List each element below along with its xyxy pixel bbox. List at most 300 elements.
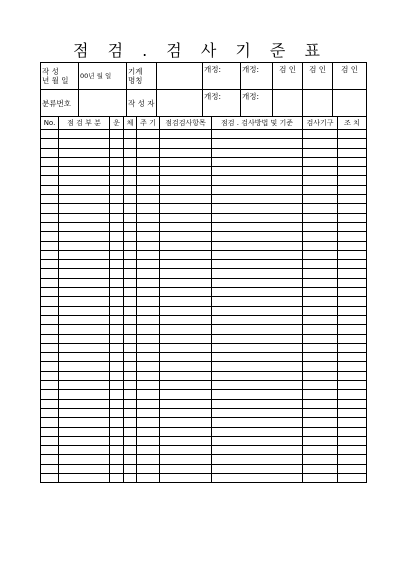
table-cell[interactable] [212,139,303,148]
table-cell[interactable] [124,436,137,445]
machine-name-value[interactable] [157,63,203,90]
table-cell[interactable] [41,353,59,362]
table-cell[interactable] [124,241,137,250]
table-cell[interactable] [160,250,212,259]
table-cell[interactable] [41,204,59,213]
table-cell[interactable] [124,297,137,306]
table-cell[interactable] [303,232,338,241]
table-cell[interactable] [212,148,303,157]
table-cell[interactable] [160,232,212,241]
table-cell[interactable] [124,464,137,473]
table-cell[interactable] [110,306,124,315]
table-cell[interactable] [124,343,137,352]
table-cell[interactable] [160,343,212,352]
table-cell[interactable] [110,167,124,176]
table-cell[interactable] [212,418,303,427]
table-cell[interactable] [59,157,110,166]
table-cell[interactable] [303,250,338,259]
class-number-value[interactable] [79,90,127,117]
table-cell[interactable] [110,130,124,139]
table-cell[interactable] [160,353,212,362]
table-cell[interactable] [41,464,59,473]
table-cell[interactable] [110,408,124,417]
table-cell[interactable] [124,278,137,287]
table-cell[interactable] [124,362,137,371]
table-cell[interactable] [41,241,59,250]
table-cell[interactable] [303,176,338,185]
table-cell[interactable] [137,139,160,148]
table-cell[interactable] [137,130,160,139]
table-cell[interactable] [303,436,338,445]
table-cell[interactable] [110,232,124,241]
table-cell[interactable] [110,446,124,455]
table-cell[interactable] [212,343,303,352]
table-cell[interactable] [212,381,303,390]
table-cell[interactable] [59,418,110,427]
table-cell[interactable] [124,250,137,259]
table-cell[interactable] [303,204,338,213]
table-cell[interactable] [124,176,137,185]
table-cell[interactable] [160,408,212,417]
table-cell[interactable] [137,427,160,436]
table-cell[interactable] [59,306,110,315]
table-cell[interactable] [160,362,212,371]
table-cell[interactable] [110,381,124,390]
table-cell[interactable] [338,427,367,436]
table-cell[interactable] [41,167,59,176]
table-cell[interactable] [160,148,212,157]
table-cell[interactable] [110,436,124,445]
table-cell[interactable] [137,446,160,455]
table-cell[interactable] [41,455,59,464]
table-cell[interactable] [110,222,124,231]
table-cell[interactable] [160,418,212,427]
table-cell[interactable] [160,325,212,334]
table-cell[interactable] [212,427,303,436]
table-cell[interactable] [41,343,59,352]
table-cell[interactable] [137,371,160,380]
table-cell[interactable] [212,241,303,250]
approval-1-sign[interactable] [273,90,303,117]
table-cell[interactable] [41,436,59,445]
revision-2[interactable]: 개정: [241,63,273,90]
table-cell[interactable] [124,204,137,213]
table-cell[interactable] [137,195,160,204]
table-cell[interactable] [303,381,338,390]
table-cell[interactable] [212,390,303,399]
table-cell[interactable] [160,427,212,436]
table-cell[interactable] [160,278,212,287]
table-cell[interactable] [338,446,367,455]
table-cell[interactable] [212,213,303,222]
table-cell[interactable] [212,399,303,408]
table-cell[interactable] [338,306,367,315]
table-cell[interactable] [160,473,212,482]
table-cell[interactable] [41,260,59,269]
table-cell[interactable] [59,241,110,250]
table-cell[interactable] [338,250,367,259]
table-cell[interactable] [41,362,59,371]
table-cell[interactable] [303,185,338,194]
table-cell[interactable] [137,353,160,362]
table-cell[interactable] [110,427,124,436]
table-cell[interactable] [303,222,338,231]
table-cell[interactable] [59,204,110,213]
table-cell[interactable] [41,139,59,148]
table-cell[interactable] [212,334,303,343]
table-cell[interactable] [338,204,367,213]
table-cell[interactable] [303,315,338,324]
table-cell[interactable] [137,455,160,464]
table-cell[interactable] [160,222,212,231]
table-cell[interactable] [212,278,303,287]
table-cell[interactable] [338,315,367,324]
table-cell[interactable] [160,195,212,204]
table-cell[interactable] [110,334,124,343]
table-cell[interactable] [338,288,367,297]
table-cell[interactable] [41,408,59,417]
table-cell[interactable] [41,232,59,241]
table-cell[interactable] [59,176,110,185]
table-cell[interactable] [160,334,212,343]
table-cell[interactable] [41,315,59,324]
table-cell[interactable] [124,427,137,436]
table-cell[interactable] [303,455,338,464]
table-cell[interactable] [110,139,124,148]
table-cell[interactable] [303,362,338,371]
table-cell[interactable] [212,167,303,176]
table-cell[interactable] [59,260,110,269]
table-cell[interactable] [338,176,367,185]
table-cell[interactable] [137,185,160,194]
table-cell[interactable] [41,446,59,455]
table-cell[interactable] [124,260,137,269]
table-cell[interactable] [303,241,338,250]
table-cell[interactable] [137,399,160,408]
table-cell[interactable] [338,325,367,334]
table-cell[interactable] [110,325,124,334]
table-cell[interactable] [212,473,303,482]
table-cell[interactable] [303,353,338,362]
table-cell[interactable] [212,306,303,315]
table-cell[interactable] [137,157,160,166]
table-cell[interactable] [124,185,137,194]
table-cell[interactable] [59,353,110,362]
table-cell[interactable] [338,269,367,278]
table-cell[interactable] [59,343,110,352]
table-cell[interactable] [160,390,212,399]
table-cell[interactable] [212,353,303,362]
table-cell[interactable] [59,148,110,157]
table-cell[interactable] [160,446,212,455]
table-cell[interactable] [124,399,137,408]
table-cell[interactable] [124,381,137,390]
table-cell[interactable] [124,139,137,148]
table-cell[interactable] [59,288,110,297]
table-cell[interactable] [59,315,110,324]
table-cell[interactable] [160,464,212,473]
table-cell[interactable] [110,185,124,194]
table-cell[interactable] [41,306,59,315]
table-cell[interactable] [137,418,160,427]
table-cell[interactable] [41,297,59,306]
table-cell[interactable] [338,260,367,269]
table-cell[interactable] [212,408,303,417]
table-cell[interactable] [303,297,338,306]
table-cell[interactable] [41,213,59,222]
table-cell[interactable] [338,334,367,343]
table-cell[interactable] [338,278,367,287]
table-cell[interactable] [212,371,303,380]
table-cell[interactable] [110,269,124,278]
table-cell[interactable] [303,139,338,148]
table-cell[interactable] [59,381,110,390]
table-cell[interactable] [212,176,303,185]
table-cell[interactable] [137,315,160,324]
table-cell[interactable] [303,427,338,436]
table-cell[interactable] [338,418,367,427]
table-cell[interactable] [137,250,160,259]
table-cell[interactable] [124,195,137,204]
table-cell[interactable] [41,250,59,259]
table-cell[interactable] [41,130,59,139]
table-cell[interactable] [124,418,137,427]
table-cell[interactable] [160,371,212,380]
table-cell[interactable] [59,195,110,204]
table-cell[interactable] [303,213,338,222]
table-cell[interactable] [110,473,124,482]
table-cell[interactable] [338,343,367,352]
table-cell[interactable] [338,167,367,176]
table-cell[interactable] [41,278,59,287]
table-cell[interactable] [59,232,110,241]
table-cell[interactable] [124,288,137,297]
table-cell[interactable] [212,464,303,473]
table-cell[interactable] [41,157,59,166]
table-cell[interactable] [160,436,212,445]
table-cell[interactable] [212,446,303,455]
table-cell[interactable] [137,222,160,231]
table-cell[interactable] [110,343,124,352]
table-cell[interactable] [137,362,160,371]
table-cell[interactable] [137,269,160,278]
table-cell[interactable] [137,297,160,306]
table-cell[interactable] [303,325,338,334]
table-cell[interactable] [303,260,338,269]
table-cell[interactable] [59,278,110,287]
table-cell[interactable] [59,427,110,436]
table-cell[interactable] [124,269,137,278]
table-cell[interactable] [160,130,212,139]
table-cell[interactable] [160,213,212,222]
table-cell[interactable] [212,315,303,324]
table-cell[interactable] [137,213,160,222]
table-cell[interactable] [137,232,160,241]
table-cell[interactable] [110,241,124,250]
table-cell[interactable] [212,297,303,306]
table-cell[interactable] [303,148,338,157]
table-cell[interactable] [41,269,59,278]
table-cell[interactable] [41,288,59,297]
table-cell[interactable] [59,269,110,278]
table-cell[interactable] [137,334,160,343]
table-cell[interactable] [124,222,137,231]
table-cell[interactable] [212,130,303,139]
table-cell[interactable] [124,167,137,176]
table-cell[interactable] [124,446,137,455]
table-cell[interactable] [59,371,110,380]
table-cell[interactable] [338,362,367,371]
table-cell[interactable] [137,473,160,482]
table-cell[interactable] [160,204,212,213]
table-cell[interactable] [160,288,212,297]
table-cell[interactable] [41,371,59,380]
table-cell[interactable] [41,195,59,204]
table-cell[interactable] [137,167,160,176]
table-cell[interactable] [137,381,160,390]
table-cell[interactable] [160,241,212,250]
table-cell[interactable] [137,278,160,287]
table-cell[interactable] [212,269,303,278]
table-cell[interactable] [338,185,367,194]
table-cell[interactable] [303,371,338,380]
table-cell[interactable] [137,436,160,445]
table-cell[interactable] [303,269,338,278]
table-cell[interactable] [303,157,338,166]
table-cell[interactable] [160,381,212,390]
table-cell[interactable] [41,334,59,343]
table-cell[interactable] [338,139,367,148]
table-cell[interactable] [110,250,124,259]
table-cell[interactable] [338,353,367,362]
table-cell[interactable] [124,130,137,139]
table-cell[interactable] [303,278,338,287]
approval-3-sign[interactable] [333,90,367,117]
table-cell[interactable] [212,185,303,194]
table-cell[interactable] [338,148,367,157]
table-cell[interactable] [212,195,303,204]
table-cell[interactable] [59,297,110,306]
table-cell[interactable] [124,473,137,482]
table-cell[interactable] [338,371,367,380]
table-cell[interactable] [303,473,338,482]
table-cell[interactable] [110,288,124,297]
table-cell[interactable] [41,176,59,185]
revision-3[interactable]: 개정: [203,90,241,117]
table-cell[interactable] [110,371,124,380]
table-cell[interactable] [303,418,338,427]
table-cell[interactable] [110,195,124,204]
table-cell[interactable] [110,204,124,213]
table-cell[interactable] [303,130,338,139]
table-cell[interactable] [124,157,137,166]
table-cell[interactable] [137,306,160,315]
table-cell[interactable] [59,250,110,259]
table-cell[interactable] [303,195,338,204]
table-cell[interactable] [212,288,303,297]
table-cell[interactable] [338,195,367,204]
table-cell[interactable] [338,473,367,482]
table-cell[interactable] [137,241,160,250]
table-cell[interactable] [41,473,59,482]
table-cell[interactable] [110,455,124,464]
table-cell[interactable] [338,232,367,241]
table-cell[interactable] [160,185,212,194]
revision-1[interactable]: 개정: [203,63,241,90]
table-cell[interactable] [110,390,124,399]
table-cell[interactable] [110,213,124,222]
table-cell[interactable] [212,157,303,166]
table-cell[interactable] [303,288,338,297]
table-cell[interactable] [110,157,124,166]
table-cell[interactable] [41,185,59,194]
table-cell[interactable] [59,334,110,343]
table-cell[interactable] [59,390,110,399]
table-cell[interactable] [212,362,303,371]
table-cell[interactable] [137,204,160,213]
table-cell[interactable] [338,390,367,399]
table-cell[interactable] [338,408,367,417]
created-date-value[interactable]: 00년 월 일 [79,63,127,90]
table-cell[interactable] [124,306,137,315]
table-cell[interactable] [338,381,367,390]
table-cell[interactable] [338,297,367,306]
table-cell[interactable] [124,390,137,399]
table-cell[interactable] [137,148,160,157]
table-cell[interactable] [137,260,160,269]
table-cell[interactable] [137,408,160,417]
table-cell[interactable] [212,204,303,213]
table-cell[interactable] [110,362,124,371]
table-cell[interactable] [59,139,110,148]
table-cell[interactable] [59,436,110,445]
table-cell[interactable] [59,213,110,222]
table-cell[interactable] [338,222,367,231]
table-cell[interactable] [137,390,160,399]
table-cell[interactable] [110,176,124,185]
table-cell[interactable] [303,306,338,315]
table-cell[interactable] [110,418,124,427]
table-cell[interactable] [303,334,338,343]
table-cell[interactable] [41,418,59,427]
table-cell[interactable] [303,399,338,408]
table-cell[interactable] [338,464,367,473]
table-cell[interactable] [124,315,137,324]
table-cell[interactable] [110,260,124,269]
table-cell[interactable] [110,399,124,408]
table-cell[interactable] [303,343,338,352]
approval-2-sign[interactable] [303,90,333,117]
table-cell[interactable] [338,241,367,250]
table-cell[interactable] [303,390,338,399]
table-cell[interactable] [59,464,110,473]
table-cell[interactable] [59,185,110,194]
table-cell[interactable] [137,176,160,185]
table-cell[interactable] [212,455,303,464]
table-cell[interactable] [212,232,303,241]
table-cell[interactable] [160,306,212,315]
table-cell[interactable] [41,390,59,399]
table-cell[interactable] [59,222,110,231]
table-cell[interactable] [338,436,367,445]
table-cell[interactable] [160,455,212,464]
table-cell[interactable] [59,362,110,371]
table-cell[interactable] [160,139,212,148]
table-cell[interactable] [124,408,137,417]
revision-4[interactable]: 개정: [241,90,273,117]
table-cell[interactable] [303,408,338,417]
table-cell[interactable] [338,399,367,408]
